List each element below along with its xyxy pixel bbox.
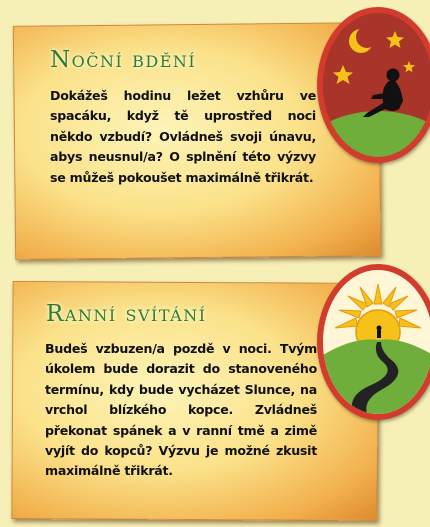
night-sky-sitting-figure-icon (317, 7, 430, 163)
card-title-dawn: Ranní svítání (46, 301, 207, 327)
card-text-night: Dokážeš hodinu ležet vzhůru ve spacáku, když tě uprostřed noci někdo vzbudí? Ovládneš svoji únavu, abys neusnul/a? O splnění této výzvy se můžeš pokoušet maximálně třikrát. (50, 88, 316, 185)
card-title-night: Noční bdění (50, 47, 197, 73)
sunrise-hill-path-icon (317, 264, 430, 420)
card-text-dawn: Budeš vzbuzen/a pozdě v noci. Tvým úkolem bude dorazit do stanoveného termínu, kdy bude vycházet Slunce, na vrchol blízkého kopce. Zvládneš překonat spánek a v ranní tmě a zimě vyjít do kopců? Výzvu je možné zkusit maximálně třikrát. (45, 341, 317, 479)
